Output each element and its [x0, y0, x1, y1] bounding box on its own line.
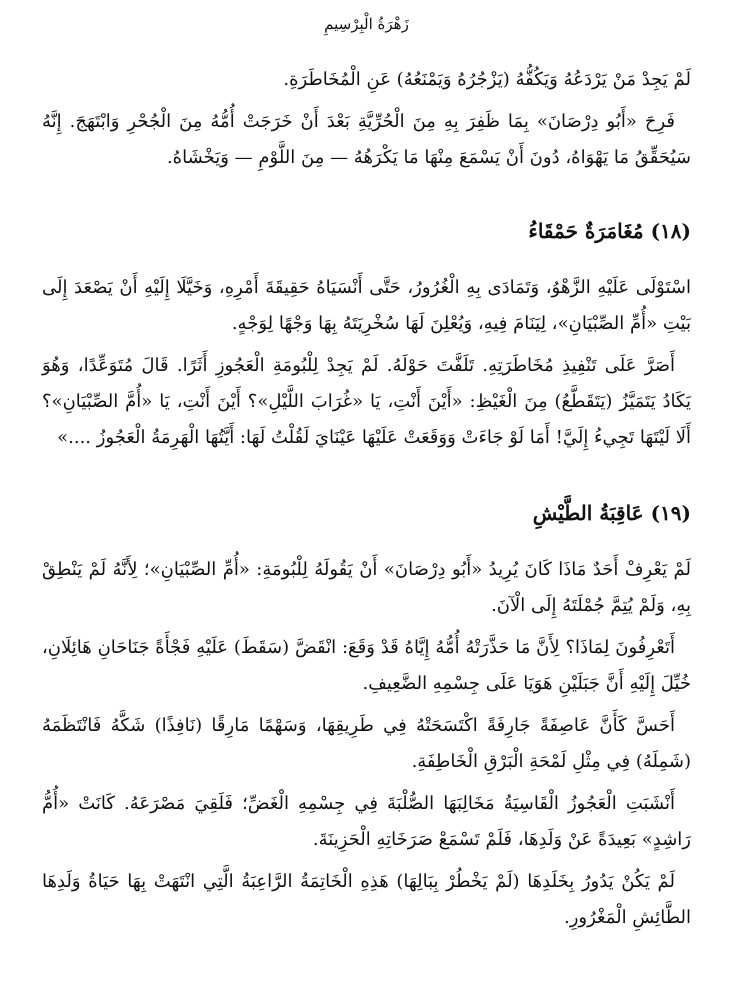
section-19-paragraph-4: أَنْشَبَتِ الْعَجُوزُ الْقَاسِيَةُ مَخَالِبَهَا الصُّلْبَةَ فِي جِسْمِهِ الْغَضِّ؛ فَلَقِيَ مَصْرَعَهُ. كَانَتْ «أُمُّ رَاشِدٍ» بَعِيدَةً عَنْ وَلَدِهَا، فَلَمْ تَسْمَعْ صَرَخَاتِهِ الْحَزِينَةَ. [42, 793, 691, 850]
paragraph-intro-1: لَمْ يَجِدْ مَنْ يَرْدَعُهُ وَيَكُفُّهُ (يَزْجُرُهُ وَيَمْنَعُهُ) عَنِ الْمُخَاطَرَةِ. [283, 69, 691, 90]
section-18-paragraph-1: اسْتَوْلَى عَلَيْهِ الزَّهْوُ، وَتَمَادَى بِهِ الْغُرُورُ، حَتَّى أَنْسَيَاهُ حَقِيقَةَ أَمْرِهِ، وَخَيَّلَا إِلَيْهِ أَنْ يَصْعَدَ إِلَى بَيْتِ «أُمِّ الصِّبْيَانِ»، لِيَنَامَ فِيهِ، وَيُعْلِنَ لَهَا سُخْرِيَتَهُ بِهَا وَجْهًا لِوَجْهٍ. [42, 277, 691, 334]
section-19-paragraph-3: أَحَسَّ كَأَنَّ عَاصِفَةً جَارِفَةً اكْتَسَحَتْهُ فِي طَرِيقِهَا، وَسَهْمًا مَارِقًا (نَافِذًا) شَكَّهُ فَانْتَظَمَهُ (شَمِلَهُ) فِي مِثْلِ لَمْحَةِ الْبَرْقِ الْخَاطِفَةِ. [42, 715, 691, 772]
section-18-heading: (١٨) مُغَامَرَةٌ حَمْقَاءُ [528, 219, 691, 243]
section-19-paragraph-1: لَمْ يَعْرِفْ أَحَدٌ مَاذَا كَانَ يُرِيدُ «أَبُو دِرْصَانَ» أَنْ يَقُولَهُ لِلْبُومَةِ: «أُمِّ الصِّبْيَانِ»؛ لِأَنَّهُ لَمْ يَنْطِقْ بِهِ، وَلَمْ يُتِمَّ جُمْلَتَهُ إِلَى الْآنَ. [42, 559, 691, 616]
section-19-paragraph-5: لَمْ يَكُنْ يَدُورُ بِخَلَدِهَا (لَمْ يَخْطُرْ بِبَالِهَا) هَذِهِ الْخَاتِمَةُ الرَّاعِبَةُ الَّتِي انْتَهَتْ بِهَا حَيَاةُ وَلَدِهَا الطَّائِشِ الْمَغْرُورِ. [42, 871, 691, 928]
section-19-heading: (١٩) عَاقِبَةُ الطَّيْشِ [532, 501, 691, 525]
running-header: زَهْرَةُ الْبِرْسِيمِ [324, 15, 409, 33]
paragraph-intro-2: فَرِحَ «أَبُو دِرْصَانَ» بِمَا ظَفِرَ بِهِ مِنَ الْحُرِّيَّةِ بَعْدَ أَنْ خَرَجَتْ أُمُّهُ مِنَ الْجُحْرِ وَابْتَهَجَ. إِنَّهُ سَيُحَقِّقُ مَا يَهْوَاهُ، دُونَ أَنْ يَسْمَعَ مِنْهَا مَا يَكْرَهُهُ — مِنَ اللَّوْمِ — وَيَخْشَاهُ. [42, 111, 691, 168]
section-19-paragraph-2: أَتَعْرِفُونَ لِمَاذَا؟ لِأَنَّ مَا حَذَّرَتْهُ أُمُّهُ إِيَّاهُ قَدْ وَقَعَ: انْقَضَّ (سَقَطَ) عَلَيْهِ فَجْأَةً جَنَاحَانِ هَائِلَانِ، خُيِّلَ إِلَيْهِ أَنَّ جَبَلَيْنِ هَوَيَا عَلَى جِسْمِهِ الضَّعِيفِ. [42, 637, 691, 694]
section-18-paragraph-2: أَصَرَّ عَلَى تَنْفِيذِ مُخَاطَرَتِهِ. تَلَفَّتَ حَوْلَهُ. لَمْ يَجِدْ لِلْبُومَةِ الْعَجُوزِ أَثَرًا. قَالَ مُتَوَعِّدًا، وَهُوَ يَكَادُ يَتَمَيَّزُ (يَتَقَطَّعُ) مِنَ الْغَيْظِ: «أَيْنَ أَنْتِ، يَا «غُرَابَ اللَّيْلِ»؟ أَيْنَ أَنْتِ، يَا «أُمَّ الصِّبْيَانِ»؟ أَلَا لَيْتَهَا تَجِيءُ إِلَيَّ! أَمَا لَوْ جَاءَتْ وَوَقَعَتْ عَلَيْهَا عَيْنَايَ لَقُلْتُ لَهَا: أَيَّتُهَا الْهَرِمَةُ الْعَجُوزُ ....» [42, 355, 691, 448]
page-content [42, 62, 691, 942]
